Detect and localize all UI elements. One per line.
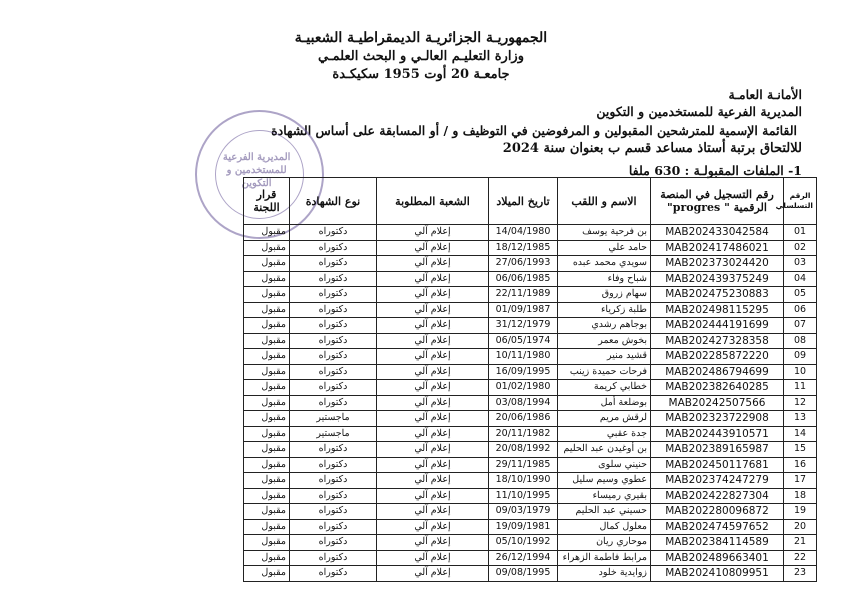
registration-number: MAB202373024420 <box>651 256 784 272</box>
table-row <box>244 364 817 380</box>
degree-type: دكتوراه <box>290 442 377 458</box>
table-row <box>244 349 817 365</box>
birth-date: 20/11/1982 <box>489 426 558 442</box>
specialty: إعلام آلي <box>377 504 489 520</box>
degree-type: دكتوراه <box>290 550 377 566</box>
committee-decision: مقبول <box>244 550 290 566</box>
table-row <box>244 287 817 303</box>
candidate-name: سهام زروق <box>558 287 651 303</box>
candidate-name: حسيني عبد الحليم <box>558 504 651 520</box>
committee-decision: مقبول <box>244 566 290 582</box>
committee-decision: مقبول <box>244 442 290 458</box>
birth-date: 31/12/1979 <box>489 318 558 334</box>
table-row <box>244 333 817 349</box>
table-row <box>244 519 817 535</box>
list-title: القائمة الإسمية للمترشحين المقبولين و المرفوضين في التوظيف و / أو المسابقة على أساس الشهادة <box>271 123 797 138</box>
birth-date: 27/06/1993 <box>489 256 558 272</box>
row-number: 10 <box>784 364 817 380</box>
degree-type: دكتوراه <box>290 519 377 535</box>
birth-date: 01/09/1987 <box>489 302 558 318</box>
specialty: إعلام آلي <box>377 473 489 489</box>
committee-decision: مقبول <box>244 318 290 334</box>
candidate-name: بقيري رميساء <box>558 488 651 504</box>
committee-decision: مقبول <box>244 364 290 380</box>
degree-type: دكتوراه <box>290 302 377 318</box>
specialty: إعلام آلي <box>377 225 489 241</box>
registration-number: MAB202444191699 <box>651 318 784 334</box>
degree-type: دكتوراه <box>290 380 377 396</box>
committee-decision: مقبول <box>244 473 290 489</box>
row-number: 20 <box>784 519 817 535</box>
table-row <box>244 225 817 241</box>
committee-decision: مقبول <box>244 240 290 256</box>
candidate-name: حنيني سلوى <box>558 457 651 473</box>
table-row <box>244 566 817 582</box>
table-row <box>244 240 817 256</box>
specialty: إعلام آلي <box>377 535 489 551</box>
row-number: 11 <box>784 380 817 396</box>
specialty: إعلام آلي <box>377 256 489 272</box>
header-decision: قرار اللجنة <box>244 178 290 225</box>
candidates-table <box>243 177 817 582</box>
candidate-name: بوجاهم رشدي <box>558 318 651 334</box>
birth-date: 20/06/1986 <box>489 411 558 427</box>
republic-title: الجمهوريـة الجزائريـة الديمقراطيـة الشعبيـة <box>294 30 548 46</box>
degree-type: دكتوراه <box>290 349 377 365</box>
ministry-title: وزارة التعليـم العالـي و البحث العلمـي <box>318 49 524 64</box>
birth-date: 09/08/1995 <box>489 566 558 582</box>
birth-date: 26/12/1994 <box>489 550 558 566</box>
birth-date: 14/04/1980 <box>489 225 558 241</box>
registration-number: MAB202323722908 <box>651 411 784 427</box>
header-birthdate: تاريخ الميلاد <box>489 178 558 225</box>
candidate-name: حامد علي <box>558 240 651 256</box>
committee-decision: مقبول <box>244 504 290 520</box>
degree-type: دكتوراه <box>290 395 377 411</box>
committee-decision: مقبول <box>244 287 290 303</box>
degree-type: دكتوراه <box>290 473 377 489</box>
table-row <box>244 411 817 427</box>
registration-number: MAB202486794699 <box>651 364 784 380</box>
specialty: إعلام آلي <box>377 411 489 427</box>
candidate-name: سويدي محمد عبده <box>558 256 651 272</box>
header-registration: رقم التسجيل في المنصة الرقمية " progres" <box>651 178 784 225</box>
header-name: الاسم و اللقب <box>558 178 651 225</box>
specialty: إعلام آلي <box>377 240 489 256</box>
row-number: 07 <box>784 318 817 334</box>
specialty: إعلام آلي <box>377 364 489 380</box>
birth-date: 18/12/1985 <box>489 240 558 256</box>
table-header-row <box>244 178 817 225</box>
candidate-name: خطابي كريمة <box>558 380 651 396</box>
row-number: 06 <box>784 302 817 318</box>
committee-decision: مقبول <box>244 411 290 427</box>
degree-type: ماجستير <box>290 411 377 427</box>
candidate-name: موحاري ريان <box>558 535 651 551</box>
candidate-name: زوايدية خلود <box>558 566 651 582</box>
registration-number: MAB202382640285 <box>651 380 784 396</box>
birth-date: 11/10/1995 <box>489 488 558 504</box>
degree-type: دكتوراه <box>290 287 377 303</box>
birth-date: 05/10/1992 <box>489 535 558 551</box>
specialty: إعلام آلي <box>377 550 489 566</box>
committee-decision: مقبول <box>244 488 290 504</box>
table-row <box>244 457 817 473</box>
row-number: 05 <box>784 287 817 303</box>
birth-date: 29/11/1985 <box>489 457 558 473</box>
degree-type: دكتوراه <box>290 271 377 287</box>
specialty: إعلام آلي <box>377 302 489 318</box>
degree-type: دكتوراه <box>290 566 377 582</box>
specialty: إعلام آلي <box>377 519 489 535</box>
committee-decision: مقبول <box>244 519 290 535</box>
table-row <box>244 426 817 442</box>
committee-decision: مقبول <box>244 349 290 365</box>
general-secretariat: الأمانـة العامـة <box>728 87 802 102</box>
candidate-name: معلول كمال <box>558 519 651 535</box>
registration-number: MAB202475230883 <box>651 287 784 303</box>
committee-decision: مقبول <box>244 395 290 411</box>
registration-number: MAB20242507566 <box>651 395 784 411</box>
row-number: 23 <box>784 566 817 582</box>
row-number: 01 <box>784 225 817 241</box>
table-row <box>244 473 817 489</box>
table-row <box>244 442 817 458</box>
specialty: إعلام آلي <box>377 426 489 442</box>
registration-number: MAB202280096872 <box>651 504 784 520</box>
candidate-name: بوضلعة أمل <box>558 395 651 411</box>
birth-date: 01/02/1980 <box>489 380 558 396</box>
birth-date: 06/05/1974 <box>489 333 558 349</box>
table-row <box>244 302 817 318</box>
registration-number: MAB202389165987 <box>651 442 784 458</box>
row-number: 17 <box>784 473 817 489</box>
row-number: 14 <box>784 426 817 442</box>
registration-number: MAB202384114589 <box>651 535 784 551</box>
table-row <box>244 504 817 520</box>
candidate-name: بن أوغيدن عبد الحليم <box>558 442 651 458</box>
candidate-name: طلبة زكرياء <box>558 302 651 318</box>
row-number: 21 <box>784 535 817 551</box>
university-title: جامعـة 20 أوت 1955 سكيكـدة <box>332 67 510 82</box>
registration-number: MAB202450117681 <box>651 457 784 473</box>
table-row <box>244 550 817 566</box>
header-degree: نوع الشهادة <box>290 178 377 225</box>
committee-decision: مقبول <box>244 380 290 396</box>
degree-type: دكتوراه <box>290 256 377 272</box>
degree-type: دكتوراه <box>290 364 377 380</box>
registration-number: MAB202489663401 <box>651 550 784 566</box>
specialty: إعلام آلي <box>377 333 489 349</box>
registration-number: MAB202374247279 <box>651 473 784 489</box>
candidate-name: بن فرحية يوسف <box>558 225 651 241</box>
registration-number: MAB202439375249 <box>651 271 784 287</box>
row-number: 04 <box>784 271 817 287</box>
specialty: إعلام آلي <box>377 395 489 411</box>
birth-date: 16/09/1995 <box>489 364 558 380</box>
row-number: 22 <box>784 550 817 566</box>
registration-number: MAB202474597652 <box>651 519 784 535</box>
candidate-name: فرحات حميدة زينب <box>558 364 651 380</box>
specialty: إعلام آلي <box>377 287 489 303</box>
specialty: إعلام آلي <box>377 442 489 458</box>
degree-type: دكتوراه <box>290 240 377 256</box>
table-row <box>244 271 817 287</box>
sub-directorate: المديرية الفرعية للمستخدمين و التكوين <box>596 104 802 119</box>
row-number: 08 <box>784 333 817 349</box>
candidate-name: عطوي وسيم سليل <box>558 473 651 489</box>
birth-date: 18/10/1990 <box>489 473 558 489</box>
degree-type: دكتوراه <box>290 318 377 334</box>
birth-date: 20/08/1992 <box>489 442 558 458</box>
candidate-name: قشيد منير <box>558 349 651 365</box>
committee-decision: مقبول <box>244 457 290 473</box>
degree-type: دكتوراه <box>290 333 377 349</box>
row-number: 13 <box>784 411 817 427</box>
row-number: 16 <box>784 457 817 473</box>
table-row <box>244 395 817 411</box>
degree-type: ماجستير <box>290 426 377 442</box>
birth-date: 06/06/1985 <box>489 271 558 287</box>
degree-type: دكتوراه <box>290 457 377 473</box>
degree-type: دكتوراه <box>290 535 377 551</box>
list-subtitle: للالتحاق برتبة أستاذ مساعد قسم ب بعنوان سنة 2024 <box>502 141 802 156</box>
specialty: إعلام آلي <box>377 271 489 287</box>
registration-number: MAB202410809951 <box>651 566 784 582</box>
registration-number: MAB202285872220 <box>651 349 784 365</box>
specialty: إعلام آلي <box>377 488 489 504</box>
section-heading: 1- الملفات المقبولـة : 630 ملفا <box>628 163 802 178</box>
specialty: إعلام آلي <box>377 380 489 396</box>
row-number: 09 <box>784 349 817 365</box>
table-row <box>244 535 817 551</box>
stamp-text: المديرية الفرعية للمستخدمين و التكوين <box>222 151 291 189</box>
degree-type: دكتوراه <box>290 504 377 520</box>
registration-number: MAB202422827304 <box>651 488 784 504</box>
birth-date: 03/08/1994 <box>489 395 558 411</box>
table-row <box>244 256 817 272</box>
committee-decision: مقبول <box>244 333 290 349</box>
birth-date: 10/11/1980 <box>489 349 558 365</box>
committee-decision: مقبول <box>244 535 290 551</box>
row-number: 19 <box>784 504 817 520</box>
degree-type: دكتوراه <box>290 225 377 241</box>
candidate-name: جدة عقبي <box>558 426 651 442</box>
candidate-name: بخوش معمر <box>558 333 651 349</box>
table-row <box>244 380 817 396</box>
committee-decision: مقبول <box>244 302 290 318</box>
row-number: 15 <box>784 442 817 458</box>
registration-number: MAB202417486021 <box>651 240 784 256</box>
registration-number: MAB202498115295 <box>651 302 784 318</box>
row-number: 18 <box>784 488 817 504</box>
candidate-name: شباح وفاء <box>558 271 651 287</box>
header-num: الرقم التسلسلي <box>784 178 817 225</box>
committee-decision: مقبول <box>244 225 290 241</box>
birth-date: 09/03/1979 <box>489 504 558 520</box>
row-number: 12 <box>784 395 817 411</box>
registration-number: MAB202427328358 <box>651 333 784 349</box>
candidate-name: لرقش مريم <box>558 411 651 427</box>
birth-date: 19/09/1981 <box>489 519 558 535</box>
table-row <box>244 318 817 334</box>
specialty: إعلام آلي <box>377 566 489 582</box>
birth-date: 22/11/1989 <box>489 287 558 303</box>
candidate-name: مرابط فاطمة الزهراء <box>558 550 651 566</box>
registration-number: MAB202443910571 <box>651 426 784 442</box>
committee-decision: مقبول <box>244 271 290 287</box>
registration-number: MAB202433042584 <box>651 225 784 241</box>
committee-decision: مقبول <box>244 256 290 272</box>
specialty: إعلام آلي <box>377 457 489 473</box>
table-row <box>244 488 817 504</box>
specialty: إعلام آلي <box>377 349 489 365</box>
row-number: 02 <box>784 240 817 256</box>
committee-decision: مقبول <box>244 426 290 442</box>
specialty: إعلام آلي <box>377 318 489 334</box>
degree-type: دكتوراه <box>290 488 377 504</box>
header-specialty: الشعبة المطلوبة <box>377 178 489 225</box>
row-number: 03 <box>784 256 817 272</box>
